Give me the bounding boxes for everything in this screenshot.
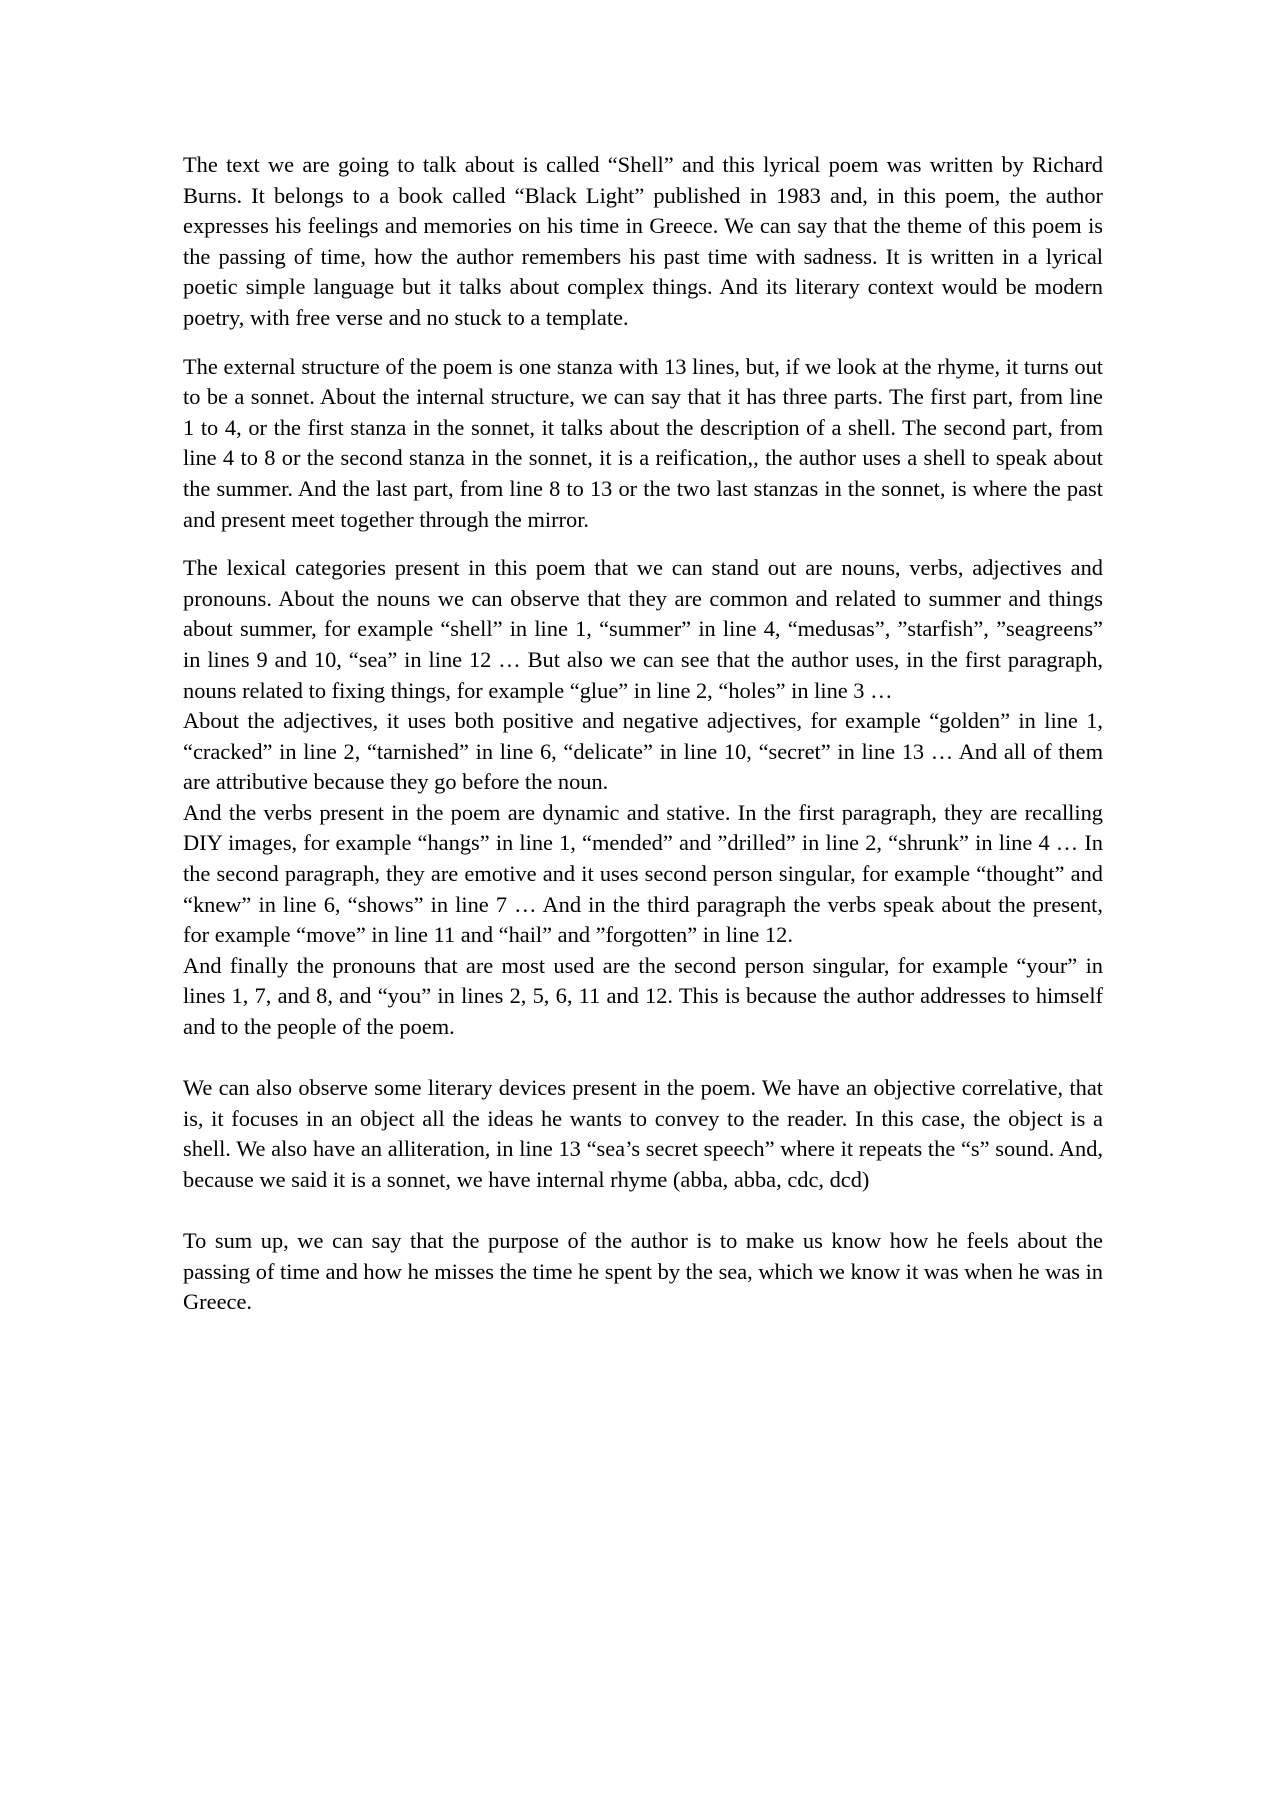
paragraph-lexical-nouns: The lexical categories present in this poem that we can stand out are nouns, verbs, adjectives and pronouns. About the nouns we can observe that they are common and related to summer and things about summer, for example “shell” in line 1, “summer” in line 4, “medusas”, ”starfish”, ”seagreens” in lines 9 and 10, “sea” in line 12 … But also we can see that the author uses, in the first paragraph, nouns related to fixing things, for example “glue” in line 2, “holes” in line 3 … bbox=[183, 555, 1103, 703]
paragraph-introduction: The text we are going to talk about is called “Shell” and this lyrical poem was written by Richard Burns. It belongs to a book called “Black Light” published in 1983 and, in this poem, the author expresses his feelings and memories on his time in Greece. We can say that the theme of this poem is the passing of time, how the author remembers his past time with sadness. It is written in a lyrical poetic simple language but it talks about complex things. And its literary context would be modern poetry, with free verse and no stuck to a template. bbox=[183, 152, 1103, 330]
document-body bbox=[183, 150, 1103, 1318]
paragraph-adjectives: About the adjectives, it uses both positive and negative adjectives, for example “golden” in line 1, “cracked” in line 2, “tarnished” in line 6, “delicate” in line 10, “secret” in line 13 … And all of them are attributive because they go before the noun. bbox=[183, 708, 1103, 795]
paragraph-structure: The external structure of the poem is one stanza with 13 lines, but, if we look at the rhyme, it turns out to be a sonnet. About the internal structure, we can say that it has three parts. The first part, from line 1 to 4, or the first stanza in the sonnet, it talks about the description of a shell. The second part, from line 4 to 8 or the second stanza in the sonnet, it is a reification,, the author uses a shell to speak about the summer. And the last part, from line 8 to 13 or the two last stanzas in the sonnet, is where the past and present meet together through the mirror. bbox=[183, 353, 1103, 532]
paragraph-conclusion: To sum up, we can say that the purpose of the author is to make us know how he feels about the passing of time and how he misses the time he spent by the sea, which we know it was when he was in Greece. bbox=[183, 1228, 1103, 1315]
paragraph-verbs: And the verbs present in the poem are dynamic and stative. In the first paragraph, they are recalling DIY images, for example “hangs” in line 1, “mended” and ”drilled” in line 2, “shrunk” in line 4 … In the second paragraph, they are emotive and it uses second person singular, for example “thought” and “knew” in line 6, “shows” in line 7 … And in the third paragraph the verbs speak about the present, for example “move” in line 11 and “hail” and ”forgotten” in line 12. bbox=[183, 799, 1103, 948]
paragraph-pronouns: And finally the pronouns that are most used are the second person singular, for example “your” in lines 1, 7, and 8, and “you” in lines 2, 5, 6, 11 and 12. This is because the author addresses to himself and to the people of the poem. bbox=[183, 952, 1103, 1040]
paragraph-literary-devices: We can also observe some literary devices present in the poem. We have an objective correlative, that is, it focuses in an object all the ideas he wants to convey to the reader. In this case, the object is a shell. We also have an alliteration, in line 13 “sea’s secret speech” where it repeats the “s” sound. And, because we said it is a sonnet, we have internal rhyme (abba, abba, cdc, dcd) bbox=[183, 1075, 1103, 1192]
